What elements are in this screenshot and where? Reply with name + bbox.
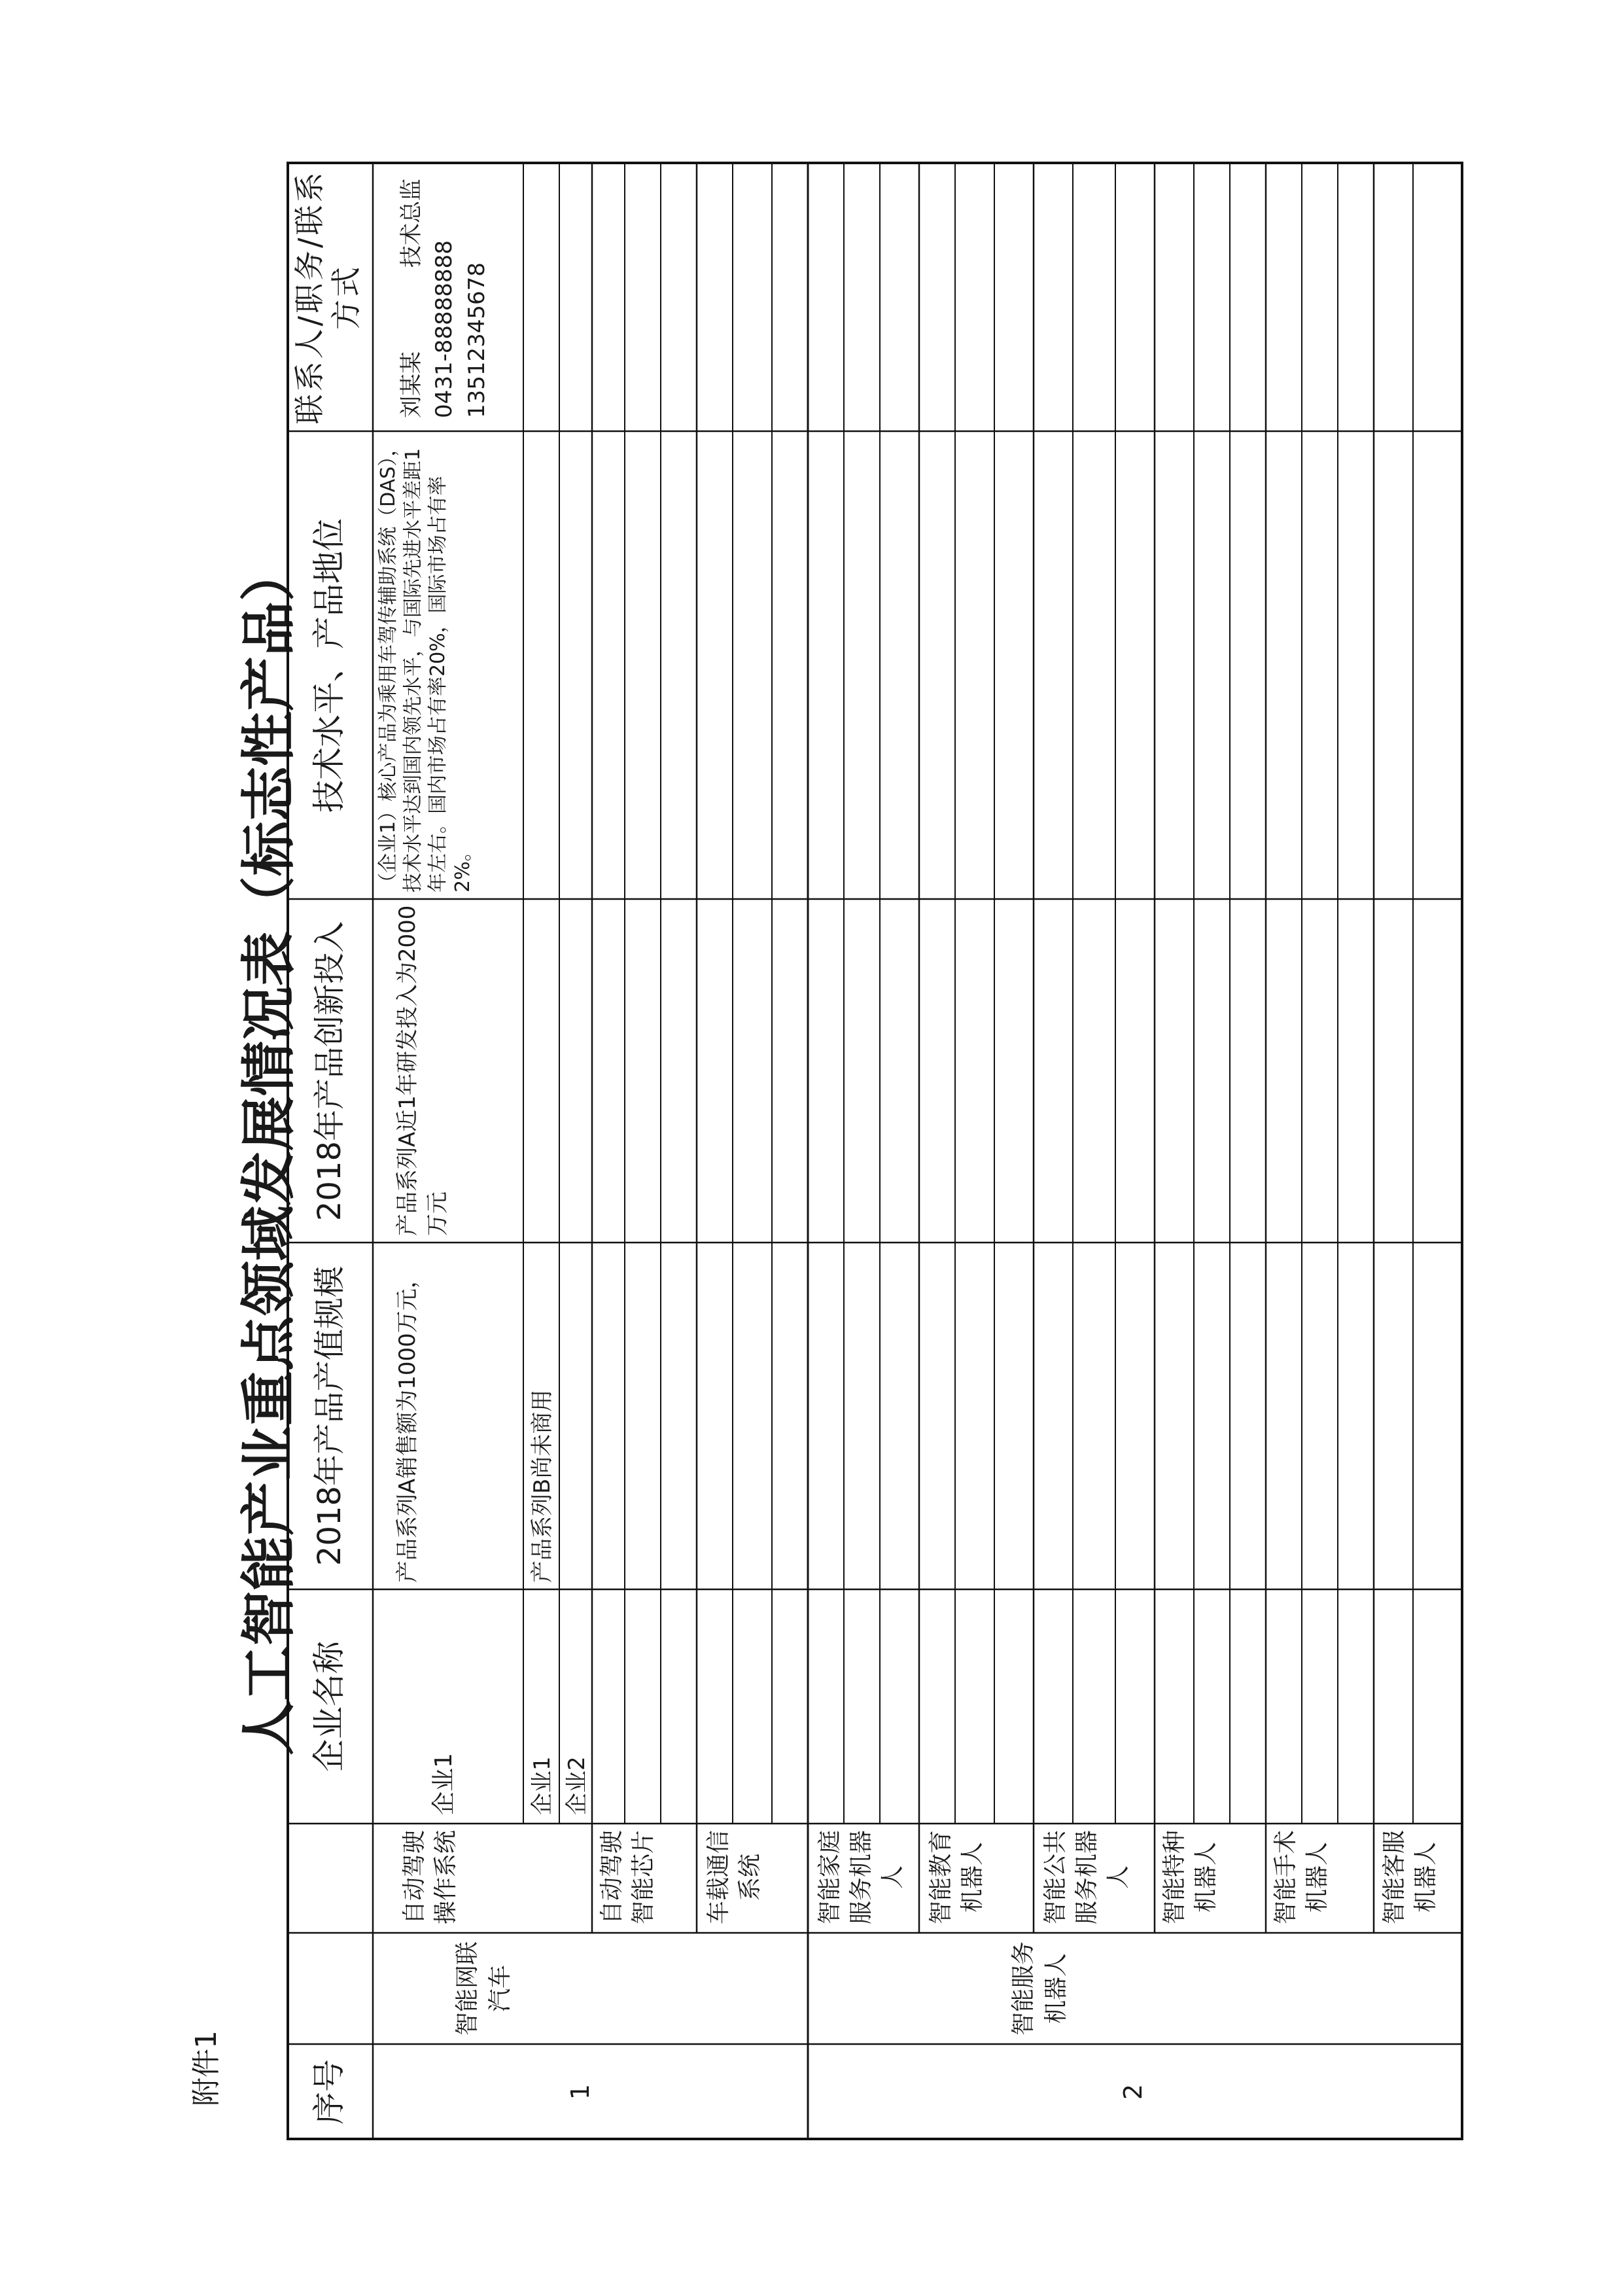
- row1-company: 企业1: [430, 1753, 457, 1815]
- page-title: 人工智能产业重点领域发展情况表（标志性产品）: [237, 546, 301, 1756]
- header-seq: 序号: [310, 2059, 348, 2125]
- group1-product-1: 自动驾驶操作系统: [401, 1830, 459, 1925]
- group1-seq: 1: [566, 2083, 595, 2100]
- group2-category: 智能服务机器人: [1010, 1941, 1070, 2036]
- row1-contact-phone1: 0431-88888888: [431, 240, 457, 418]
- row1-tech: （企业1）核心产品为乘用车驾传辅助系统（DAS），技术水平达到国内领先水平，与国际先进水平差距1年左右。国内市场占有率20%，国际市场占有率2%。: [377, 436, 474, 892]
- rotated-content: [190, 163, 1462, 2139]
- group2-product-3: 智能公共服务机器人: [1042, 1830, 1132, 1925]
- row1-innovation: 产品系列A近1年研发投入为2000万元: [394, 905, 451, 1236]
- header-company: 企业名称: [310, 1641, 348, 1772]
- group2-product-4: 智能特种机器人: [1161, 1830, 1219, 1925]
- row1-contact-name: 刘某某: [398, 351, 425, 418]
- header-output: 2018年产品产值规模: [311, 1265, 348, 1566]
- row2-company: 企业1: [529, 1756, 555, 1815]
- attachment-label: 附件1: [190, 2030, 223, 2106]
- group1-product-3: 车载通信系统: [705, 1830, 763, 1925]
- group2-product-2: 智能教育机器人: [928, 1830, 986, 1925]
- group1-category: 智能网联汽车: [454, 1941, 514, 2036]
- group2-product-5: 智能手术机器人: [1272, 1830, 1331, 1925]
- row2-output: 产品系列B尚未商用: [529, 1389, 555, 1583]
- group2-seq: 2: [1119, 2083, 1147, 2100]
- header-innovation: 2018年产品创新投入: [311, 921, 348, 1222]
- row3-company: 企业2: [564, 1756, 590, 1815]
- group2-product-1: 智能家庭服务机器人: [816, 1830, 906, 1925]
- header-tech: 技术水平、产品地位: [310, 518, 348, 813]
- group2-product-6: 智能客服机器人: [1381, 1830, 1439, 1925]
- row1-contact-role: 技术总监: [398, 179, 425, 268]
- row1-contact-phone2: 13512345678: [464, 262, 490, 418]
- group1-product-2: 自动驾驶智能芯片: [599, 1830, 657, 1925]
- row1-output: 产品系列A销售额为1000万元，: [394, 1266, 421, 1583]
- header-contact: 联系人/职务/联系方式: [292, 169, 364, 425]
